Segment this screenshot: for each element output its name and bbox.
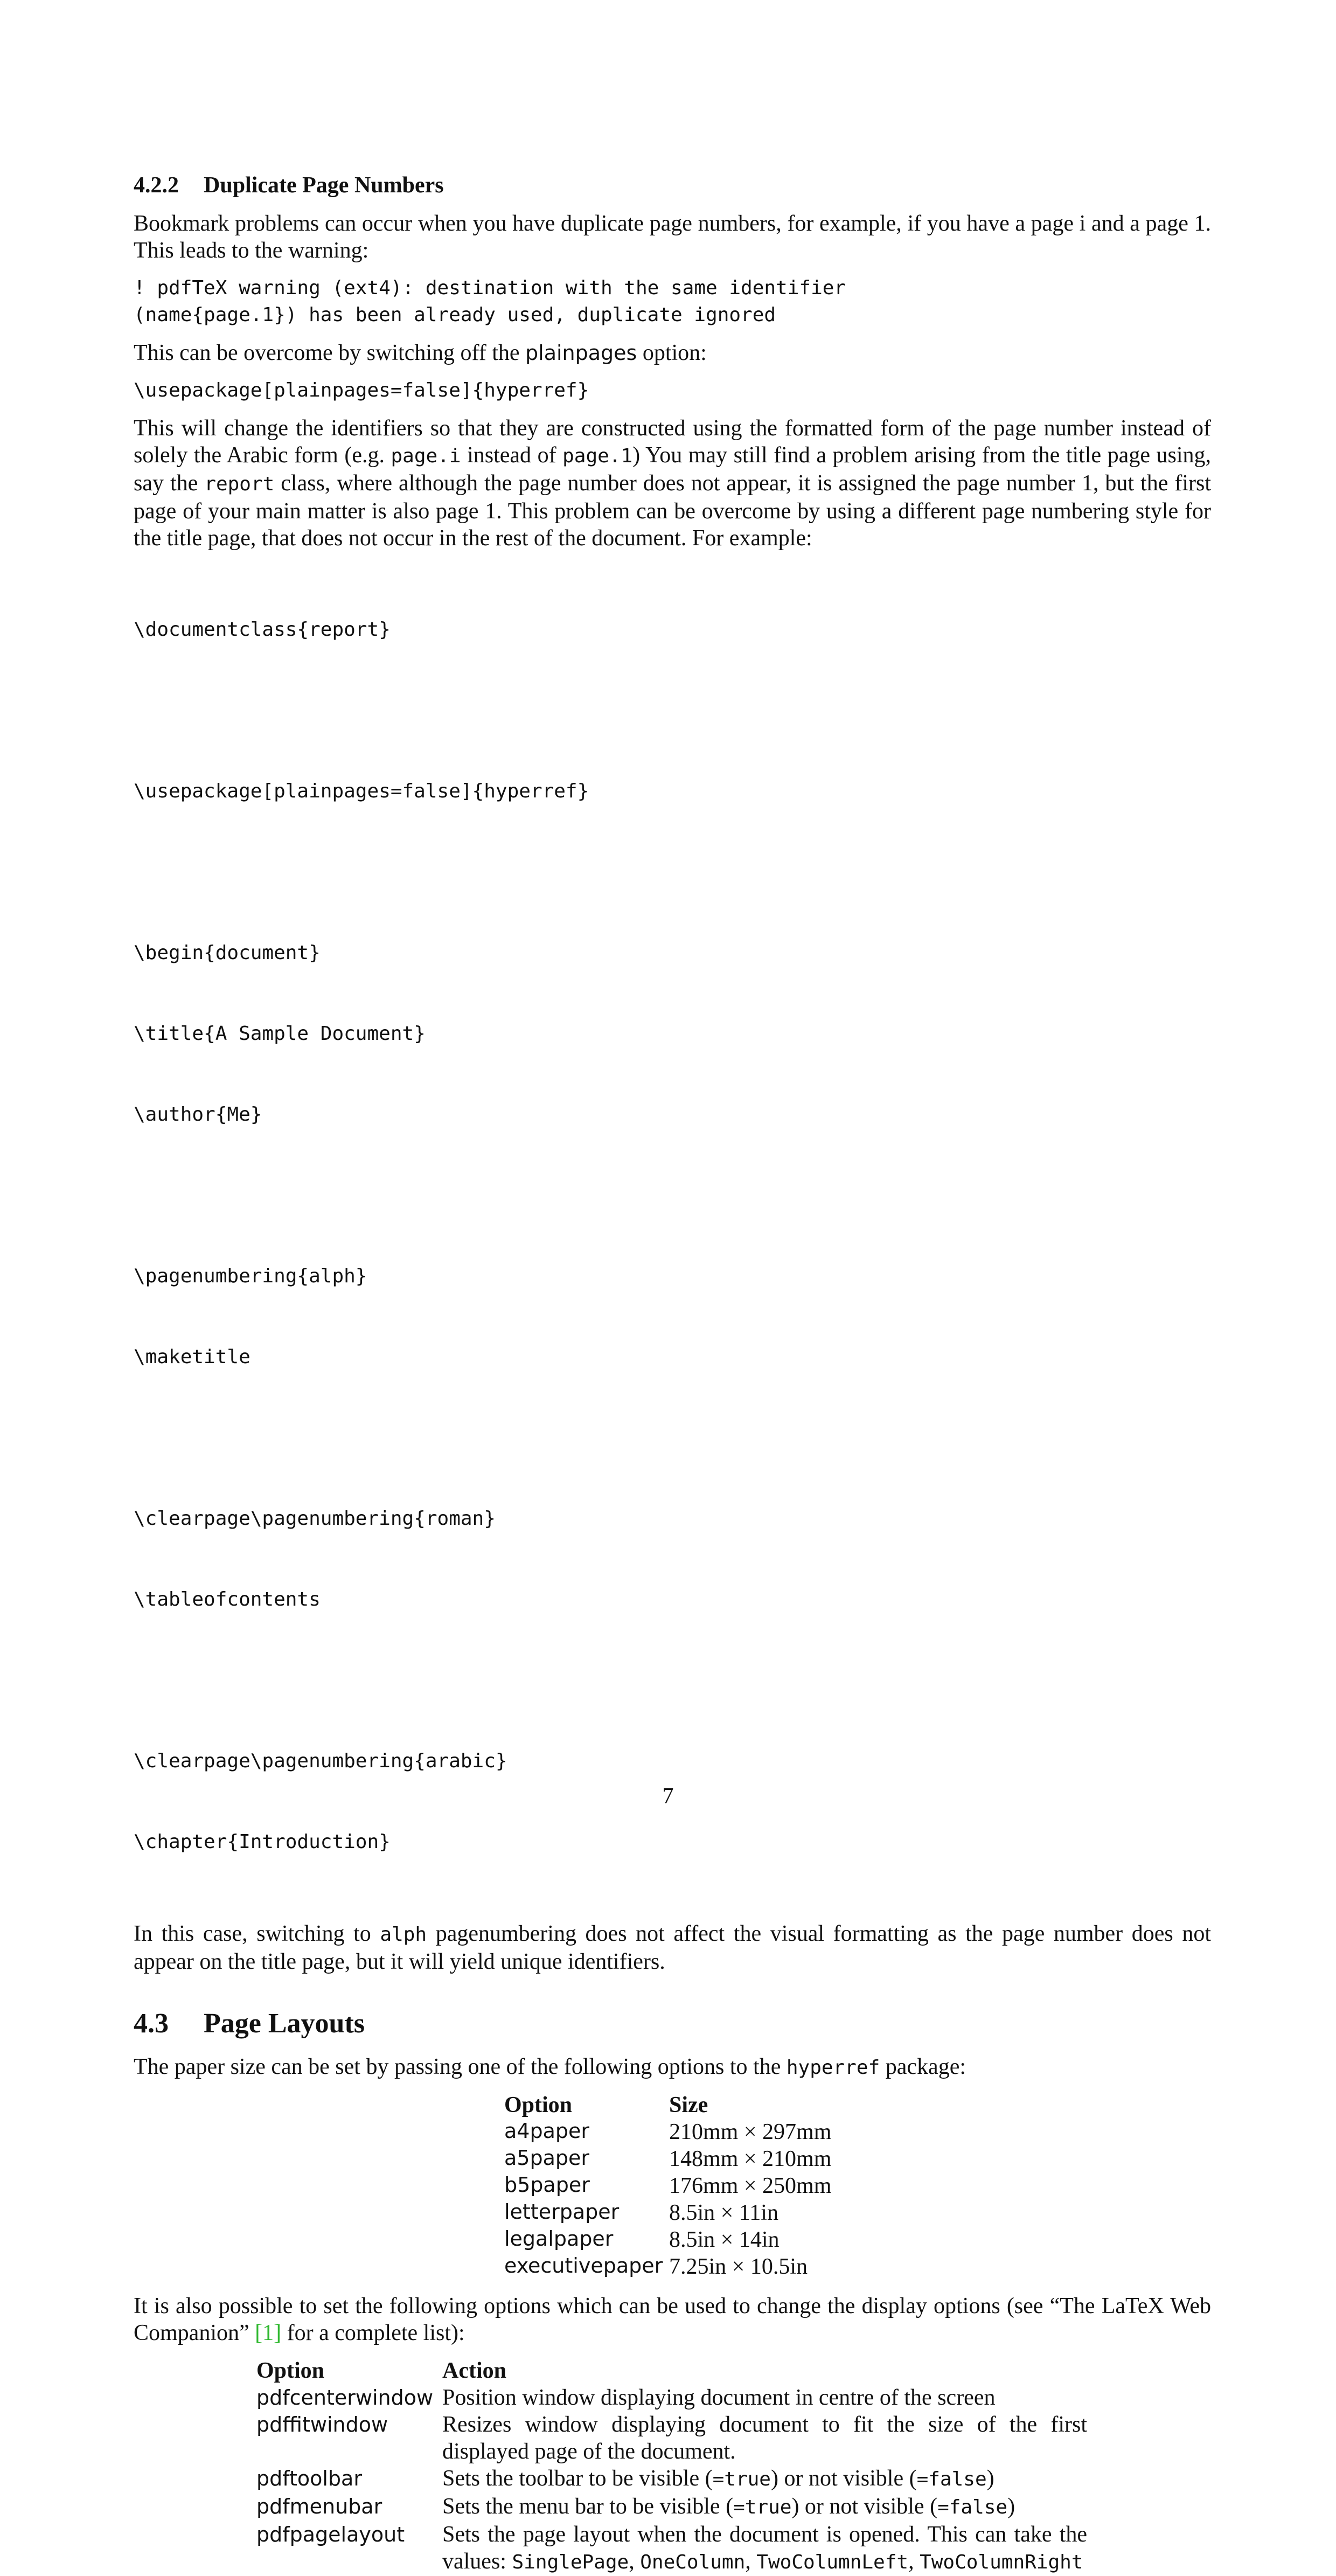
paper-size-table xyxy=(504,2092,831,2281)
option-name: plainpages xyxy=(525,341,637,365)
code-line: \clearpage\pagenumbering{arabic} xyxy=(134,1750,507,1772)
table-row xyxy=(504,2119,831,2146)
table-row xyxy=(256,2411,1087,2465)
code-blank-line xyxy=(134,697,1211,724)
table-header: Option xyxy=(256,2358,325,2383)
option-cell: letterpaper xyxy=(504,2200,620,2224)
table-row xyxy=(256,2384,1087,2411)
table-row xyxy=(504,2146,831,2173)
page-number: 7 xyxy=(662,1784,674,1809)
code-block: \usepackage[plainpages=false]{hyperref} xyxy=(134,379,589,401)
inline-code: =true xyxy=(712,2468,771,2490)
code-blank-line xyxy=(134,1667,1211,1694)
inline-code: OneColumn xyxy=(640,2551,746,2573)
option-cell: pdftoolbar xyxy=(256,2467,362,2490)
code-line: \tableofcontents xyxy=(134,1588,321,1610)
latex-logo: LaTeX xyxy=(1101,2294,1164,2318)
action-cell: Sets the menu bar to be visible (=true) or not visible (=false) xyxy=(442,2494,1015,2519)
size-cell: 7.25in × 10.5in xyxy=(669,2254,808,2279)
code-blank-line xyxy=(134,1182,1211,1209)
option-cell: pdffitwindow xyxy=(256,2413,388,2436)
inline-code: report xyxy=(204,473,275,495)
option-cell: pdfcenterwindow xyxy=(256,2386,434,2410)
paragraph: The paper size can be set by passing one of the following options to the hyperref package: xyxy=(134,2054,966,2079)
option-cell: legalpaper xyxy=(504,2227,614,2251)
inline-code: page.i xyxy=(391,445,461,467)
table-row xyxy=(256,2521,1087,2576)
option-cell: b5paper xyxy=(504,2173,590,2197)
code-line: \chapter{Introduction} xyxy=(134,1831,391,1853)
table-header-row xyxy=(504,2092,831,2119)
section-number: 4.3 xyxy=(134,2008,169,2039)
section-title: Page Layouts xyxy=(204,2008,365,2039)
table-header-row xyxy=(256,2357,1087,2384)
citation-link[interactable]: [1] xyxy=(255,2321,282,2345)
paragraph: This can be overcome by switching off the plainpages option: xyxy=(134,341,707,365)
code-line: (name{page.1}) has been already used, duplicate ignored xyxy=(134,304,776,326)
section-heading-4-2-2 xyxy=(134,172,1211,198)
code-line: \documentclass{report} xyxy=(134,619,391,641)
option-cell: executivepaper xyxy=(504,2254,663,2278)
action-cell: Sets the toolbar to be visible (=true) or not visible (=false) xyxy=(442,2466,994,2491)
table-row xyxy=(504,2200,831,2227)
code-line: \maketitle xyxy=(134,1346,250,1368)
paragraph: In this case, switching to alph pagenumbering does not affect the visual formatting as the page number does not appear on the title page, but it will yield unique identifiers. xyxy=(134,1921,1211,1974)
size-cell: 8.5in × 14in xyxy=(669,2227,780,2252)
paragraph: It is also possible to set the following options which can be used to change the display options (see “The LaTeX Web Companion” [1] for a complete list): xyxy=(134,2294,1211,2345)
action-cell: Position window displaying document in centre of the screen xyxy=(442,2385,996,2410)
size-cell: 8.5in × 11in xyxy=(669,2200,778,2225)
option-cell: pdfpagelayout xyxy=(256,2523,405,2546)
code-line: \author{Me} xyxy=(134,1103,262,1126)
warning-block xyxy=(134,275,1211,329)
code-line: ! pdfTeX warning (ext4): destination with the same identifier xyxy=(134,277,846,299)
inline-code: =false xyxy=(916,2468,987,2490)
code-line: \clearpage\pagenumbering{roman} xyxy=(134,1508,496,1530)
inline-code: page.1 xyxy=(562,445,633,467)
table-row xyxy=(256,2465,1087,2493)
code-blank-line xyxy=(134,1425,1211,1452)
action-cell: Sets the page layout when the document is opened. This can take the values: SinglePage, OneColumn, TwoColumnLeft, TwoColumnRight xyxy=(442,2522,1087,2574)
table-header: Action xyxy=(442,2358,506,2383)
paragraph: Bookmark problems can occur when you have duplicate page numbers, for example, if you have a page i and a page 1. This leads to the warning: xyxy=(134,211,1211,263)
option-cell: a4paper xyxy=(504,2119,589,2143)
code-blank-line xyxy=(134,859,1211,886)
inline-code: hyperref xyxy=(786,2057,880,2079)
code-line: \begin{document} xyxy=(134,942,321,964)
table-header: Option xyxy=(504,2093,573,2117)
size-cell: 148mm × 210mm xyxy=(669,2147,832,2171)
code-line: \usepackage[plainpages=false]{hyperref} xyxy=(134,780,589,802)
table-row xyxy=(256,2493,1087,2521)
size-cell: 176mm × 250mm xyxy=(669,2174,832,2198)
size-cell: 210mm × 297mm xyxy=(669,2120,832,2144)
document-page xyxy=(134,172,1211,2576)
action-cell: Resizes window displaying document to fit the size of the first displayed page of the document. xyxy=(442,2412,1087,2464)
section-heading-4-3 xyxy=(134,2008,1211,2039)
inline-code: SinglePage xyxy=(512,2551,629,2573)
code-line: \pagenumbering{alph} xyxy=(134,1265,367,1287)
code-line: \title{A Sample Document} xyxy=(134,1023,426,1045)
option-cell: pdfmenubar xyxy=(256,2495,382,2518)
inline-code: TwoColumnRight xyxy=(920,2551,1083,2573)
section-title: Duplicate Page Numbers xyxy=(204,173,444,198)
code-example xyxy=(134,563,1211,1910)
table-row xyxy=(504,2173,831,2200)
inline-code: alph xyxy=(380,1924,427,1946)
inline-code: =true xyxy=(733,2496,792,2518)
table-header: Size xyxy=(669,2093,708,2117)
inline-code: TwoColumnLeft xyxy=(756,2551,909,2573)
inline-code: =false xyxy=(937,2496,1008,2518)
section-number: 4.2.2 xyxy=(134,173,179,198)
paragraph: This will change the identifiers so that they are constructed using the formatted form of the page number instead of solely the Arabic form (e.g. page.i instead of page.1) You may still find a problem arising from the title page using, say the report class, where although the page number does not appear, it is assigned the page number 1, but the first page of your main matter is also page 1. This problem can be overcome by using a different page numbering style for the title page, that does not occur in the rest of the document. For example: xyxy=(134,416,1212,551)
display-options-table xyxy=(256,2357,1087,2576)
table-row xyxy=(504,2254,831,2281)
option-cell: a5paper xyxy=(504,2146,589,2170)
table-row xyxy=(504,2227,831,2254)
